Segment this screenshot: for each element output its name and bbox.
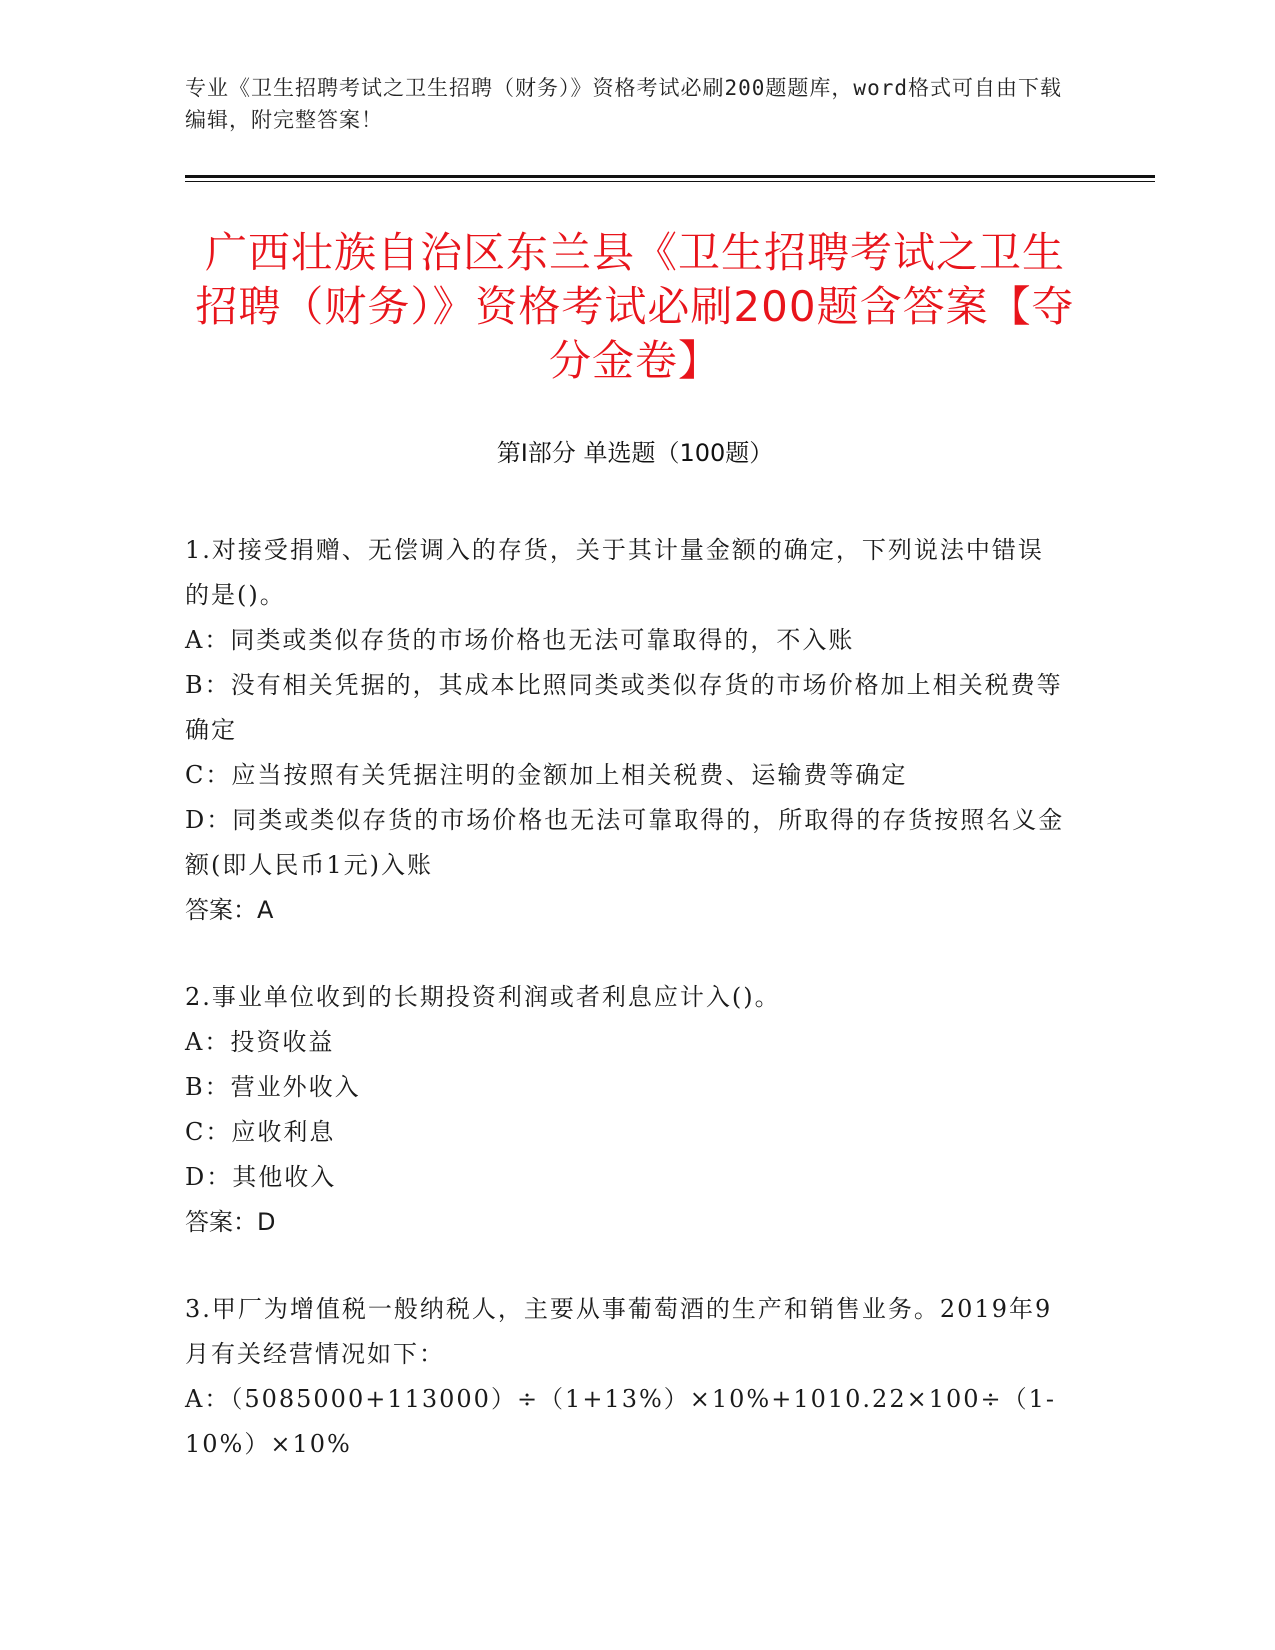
answer: 答案：A [185,896,274,924]
header-rule-thick [185,175,1155,178]
question-1 [185,528,1065,933]
header-rule-thin [185,181,1155,182]
option-d: D：其他收入 [185,1163,337,1191]
question-stem: 3.甲厂为增值税一般纳税人，主要从事葡萄酒的生产和销售业务。2019年9月有关经营情况如下： [185,1295,1053,1368]
question-stem: 2.事业单位收到的长期投资利润或者利息应计入()。 [185,983,781,1011]
answer: 答案：D [185,1208,276,1236]
option-c: C：应当按照有关凭据注明的金额加上相关税费、运输费等确定 [185,761,908,789]
option-a: A：同类或类似存货的市场价格也无法可靠取得的，不入账 [185,626,855,654]
option-a: A：（5085000+113000）÷（1+13%）×10%+1010.22×100÷（1-10%）×10% [185,1385,1056,1458]
section-title: 第Ⅰ部分 单选题（100题） [496,439,774,467]
document-title: 广西壮族自治区东兰县《卫生招聘考试之卫生招聘（财务）》资格考试必刷200题含答案【夺分金卷】 [195,228,1075,385]
option-a: A：投资收益 [185,1028,335,1056]
option-c: C：应收利息 [185,1118,336,1146]
question-list [185,528,1065,1467]
option-b: B：没有相关凭据的，其成本比照同类或类似存货的市场价格加上相关税费等确定 [185,671,1063,744]
question-stem: 1.对接受捐赠、无偿调入的存货，关于其计量金额的确定，下列说法中错误的是()。 [185,536,1044,609]
question-3 [185,1287,1065,1467]
header-note: 专业《卫生招聘考试之卫生招聘（财务）》资格考试必刷200题题库，word格式可自由下载编辑，附完整答案！ [185,76,1062,132]
option-b: B：营业外收入 [185,1073,361,1101]
option-d: D：同类或类似存货的市场价格也无法可靠取得的，所取得的存货按照名义金额(即人民币1元)入账 [185,806,1065,879]
question-2 [185,975,1065,1245]
